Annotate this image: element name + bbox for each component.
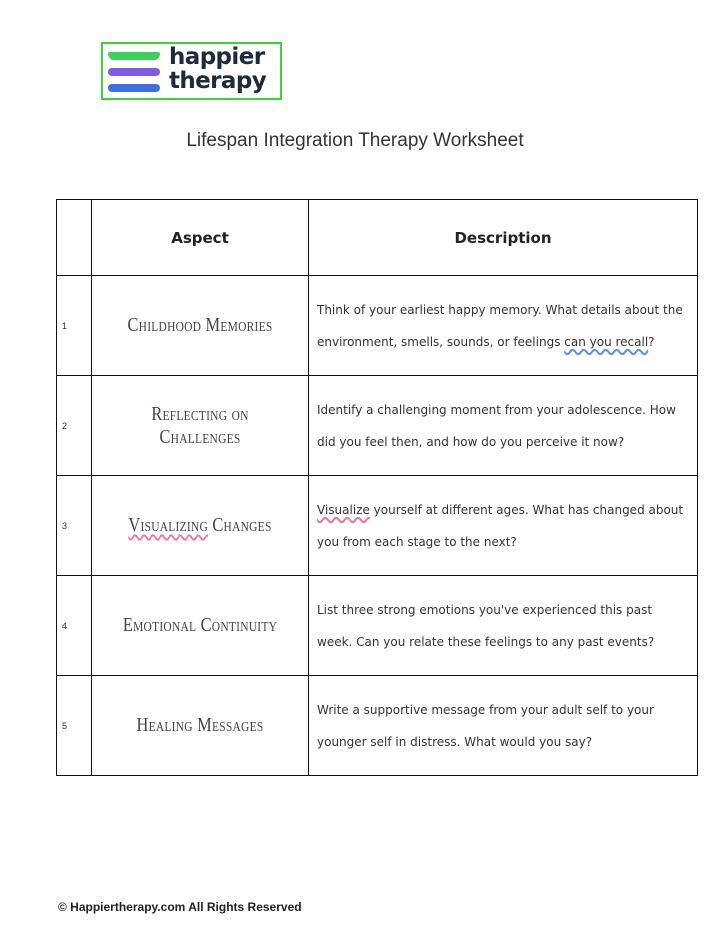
aspect-label: Visualizing Changes	[128, 514, 272, 536]
logo-mark-green-icon	[108, 52, 160, 60]
table-row	[57, 276, 698, 376]
table-row	[57, 376, 698, 476]
aspect-cell	[92, 276, 309, 376]
logo-mark-purple-icon	[108, 68, 160, 76]
copyright-footer: © Happiertherapy.com All Rights Reserved	[58, 900, 302, 914]
worksheet-table	[56, 199, 698, 776]
description-cell	[309, 476, 698, 576]
logo-word-happier: happier	[169, 44, 265, 70]
description-text: Think of your earliest happy memory. What details about the environment, smells, sounds, or feelings	[317, 302, 683, 349]
table-row	[57, 476, 698, 576]
description-text: Write a supportive message from your adult self to your younger self in distress. What would you say?	[317, 702, 654, 749]
header-description: Description	[309, 200, 698, 276]
row-number: 4	[57, 576, 92, 676]
description-cell	[309, 576, 698, 676]
aspect-cell	[92, 476, 309, 576]
description-cell	[309, 676, 698, 776]
aspect-label: Childhood Memories	[127, 314, 273, 336]
header-number	[57, 200, 92, 276]
row-number: 1	[57, 276, 92, 376]
happier-therapy-logo	[101, 42, 282, 100]
description-text-end: ?	[648, 334, 655, 349]
table-row	[57, 676, 698, 776]
worksheet-title: Lifespan Integration Therapy Worksheet	[186, 130, 524, 151]
aspect-label: Reflecting on Challenges	[151, 402, 249, 448]
description-text: yourself at different ages. What has changed about you from each stage to the next?	[317, 502, 684, 549]
grammar-flagged-text: can you recall	[564, 334, 649, 349]
row-number: 5	[57, 676, 92, 776]
description-text: List three strong emotions you've experienced this past week. Can you relate these feelings to any past events?	[317, 602, 655, 649]
header-aspect: Aspect	[92, 200, 309, 276]
spelling-flagged-text: Visualizing	[128, 514, 209, 536]
spelling-flagged-text: Visualize	[317, 502, 370, 517]
aspect-cell	[92, 376, 309, 476]
row-number: 2	[57, 376, 92, 476]
aspect-label: Emotional Continuity	[122, 614, 278, 636]
header-row	[57, 200, 698, 276]
description-text: Identify a challenging moment from your adolescence. How did you feel then, and how do you perceive it now?	[317, 402, 676, 449]
logo-word-therapy: therapy	[169, 68, 267, 94]
description-cell	[309, 276, 698, 376]
table-row	[57, 576, 698, 676]
aspect-cell	[92, 676, 309, 776]
row-number: 3	[57, 476, 92, 576]
aspect-label: Healing Messages	[136, 714, 264, 736]
description-cell	[309, 376, 698, 476]
logo-mark-blue-icon	[108, 84, 160, 92]
aspect-cell	[92, 576, 309, 676]
